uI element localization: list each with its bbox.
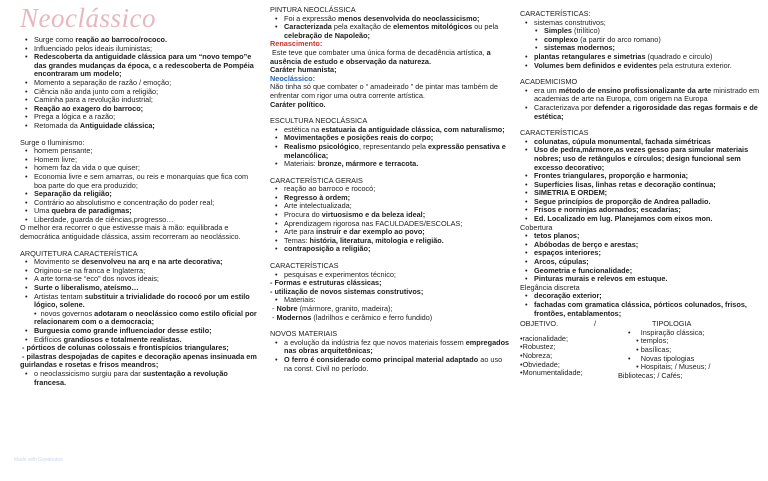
- list-item: • Regresso à ordem;: [284, 194, 510, 203]
- list-item: • Prega a lógica e a razão;: [34, 113, 260, 122]
- list-item: • Caracterizava por defender a rigorosidade das regas formais e de estética;: [534, 104, 762, 121]
- caracteristicas-list: [270, 271, 510, 280]
- novos-materiais-list: [270, 339, 510, 373]
- list-item: • Liberdade, guarda de ciências,progresso…: [34, 216, 260, 225]
- list-item: • Originou-se na franca e Inglaterra;: [34, 267, 260, 276]
- tipologia-list: [618, 327, 711, 381]
- list-item: • Artistas tentam substituir a trivialidade do rococó por um estilo lógico, solene.: [34, 293, 260, 310]
- list-item: • Arte para instruir e dar exemplo ao povo;: [284, 228, 510, 237]
- list-item: • Frisos e norninjas adornados; escadarias;: [534, 206, 762, 215]
- list-item: • homem pensante;: [34, 147, 260, 156]
- elegancia-heading: Elegância discreta: [520, 282, 580, 292]
- list-item: - Nobre (mármore, granito, madeira);: [270, 304, 393, 313]
- list-item: • Ciência não anda junto com a religião;: [34, 88, 260, 97]
- cobertura-list: [520, 232, 762, 284]
- list-item: • homem faz da vida o que quiser;: [34, 164, 260, 173]
- list-item: • complexo (a partir do arco romano): [544, 36, 762, 45]
- escultura-list: [270, 126, 510, 169]
- list-item: • Frontes triangulares, proporção e harmonia;: [534, 172, 762, 181]
- renascimento-label: Renascimento:: [270, 39, 323, 49]
- list-item: • fachadas com gramatica clássica, pórticos colunados, frisos, frontões, entablamentos;: [534, 301, 762, 318]
- academicismo-list: [520, 87, 762, 121]
- list-item: • contraposição a religião;: [284, 245, 510, 254]
- list-item: - utilização de novos sistemas construtivos;: [270, 286, 424, 296]
- list-item: • sistemas modernos;: [544, 44, 762, 53]
- list-item: • Hospitais; / Museus; /: [628, 362, 711, 372]
- list-item: • Procura do virtuosismo e da beleza ideal;: [284, 211, 510, 220]
- list-item: • espaços interiores;: [534, 249, 762, 258]
- list-item: • Pinturas murais e relevos em estuque.: [534, 275, 762, 284]
- column-2: [270, 6, 510, 373]
- arquitetura-list-2: [20, 327, 260, 344]
- intro-list: [20, 36, 260, 131]
- list-item: • Momento a separação de razão / emoção;: [34, 79, 260, 88]
- list-item: • Ed. Localizado em lug. Planejamos com eixos mon.: [534, 215, 762, 224]
- neoclassico-label: Neoclássico:: [270, 73, 316, 83]
- list-item: • Foi a expressão menos desenvolvida do neoclassicismo;: [284, 15, 510, 24]
- list-item: • Temas: história, literatura, mitologia e religião.: [284, 237, 510, 246]
- caracteristica-gerais-list: [270, 185, 510, 254]
- list-item: • estética na estatuaria da antiguidade clássica, com naturalismo;: [284, 126, 510, 135]
- column-1: [20, 0, 260, 387]
- list-item: • decoração exterior;: [534, 292, 762, 301]
- column-3: [520, 10, 762, 380]
- list-item: • Materiais: bronze, mármore e terracota.: [284, 160, 510, 169]
- caracteristicas-2-heading: CARACTERÍSTICAS: [520, 128, 589, 138]
- page-title: Neoclássico: [20, 3, 156, 33]
- list-item: • Burguesia como grande influenciador desse estilo;: [34, 327, 260, 336]
- list-item: • Uso de pedra,mármore,as vezes gesso para simular materiais nobres; uso de retângulos e círculos; design funcional sem excesso decorativo;: [534, 146, 762, 172]
- neoclassico-text: Não tinha só que combater o “ amadeirado ” de pintar mas também de enfrentar com rigor uma outra corrente artística.: [270, 82, 498, 100]
- renascimento-text: Este teve que combater uma única forma de decadência artística, a ausência de estudo e observação da natureza.: [270, 47, 491, 66]
- list-item: • Surte o liberalismo, ateísmo…: [34, 284, 260, 293]
- list-item: • Reação ao exagero do barroco;: [34, 105, 260, 114]
- elegancia-list: [520, 292, 762, 318]
- objetivo-tipologia-body: [520, 327, 762, 381]
- iluminismo-text: O melhor era recorrer o que estivesse mais à mão: equilibrada e democrática antiguidade clássica, assim recorreram ao neoclássico.: [20, 223, 241, 242]
- list-item: • tetos planos;: [534, 232, 762, 241]
- list-item: • Novas tipologias: [628, 353, 695, 363]
- arquitetura-list: [20, 258, 260, 310]
- caracteristicas-2-list: [520, 138, 762, 224]
- list-item: • A arte torna-se “eco” dos novos ideais;: [34, 275, 260, 284]
- list-item: - pórticos de colunas colossais e frontispícios triangulares;: [20, 343, 229, 353]
- list-item: • Simples (trilítico): [544, 27, 762, 36]
- caracteristicas-heading: CARACTERÍSTICAS:: [520, 9, 591, 18]
- novos-materiais-heading: NOVOS MATERIAIS: [270, 329, 338, 339]
- list-item: • Superfícies lisas, linhas retas e decoração contínua;: [534, 181, 762, 190]
- list-item: • plantas retangulares e simetrias (quadrado e circulo): [534, 53, 762, 62]
- list-item: •Monumentalidade;: [520, 368, 583, 378]
- list-item: • Influenciado pelos ideais iluministas;: [34, 45, 260, 54]
- list-item: • Realismo psicológico, representando pela expressão pensativa e melancólica;: [284, 143, 510, 160]
- arquitetura-list-3: [20, 370, 260, 387]
- list-item: •Obviedade;: [520, 359, 560, 369]
- arquitetura-list-cont: [20, 310, 260, 327]
- list-item: • Segue princípios de proporção de Andrea palladio.: [534, 198, 762, 207]
- list-item: •Robustez;: [520, 342, 556, 352]
- list-item: •racionalidade;: [520, 333, 568, 343]
- list-item: • Homem livre;: [34, 156, 260, 165]
- tipologia-label: TIPOLOGIA: [652, 319, 692, 329]
- iluminismo-list: [20, 147, 260, 224]
- slash: /: [594, 319, 597, 329]
- list-item: • o neoclassicismo surgiu para dar sustentação a revolução francesa.: [34, 370, 260, 387]
- list-item: • Movimentações e posições reais do corpo;: [284, 134, 510, 143]
- list-item: • Arcos, cúpulas;: [534, 258, 762, 267]
- escultura-heading: ESCULTURA NEOCLÁSSICA: [270, 116, 368, 126]
- list-item: - Formas e estruturas clássicas;: [270, 278, 382, 288]
- list-item: • O ferro é considerado como principal material adaptado ao uso na const. Civil no período.: [284, 356, 510, 373]
- list-item: • Arte intelectualizada;: [284, 202, 510, 211]
- neoclassico-bold: Caráter político.: [270, 99, 326, 109]
- list-item: • Redescoberta da antiguidade clássica para um “novo tempo”e das grandes mudanças da época, c a redescoberta de Pompéia encontraram um modelo;: [34, 53, 260, 79]
- caracteristica-gerais-heading: CARACTERÍSTICA GERAIS: [270, 175, 363, 185]
- list-item: • Contrário ao absolutismo e concentração do poder real;: [34, 199, 260, 208]
- list-item: • Geometria e funcionalidade;: [534, 267, 762, 276]
- watermark: Made with Goodnotes: [14, 457, 63, 463]
- list-item: • Aprendizagem rigorosa nas FACULDADES/ESCOLAS;: [284, 220, 510, 229]
- list-item: • Uma quebra de paradigmas;: [34, 207, 260, 216]
- pintura-heading: PINTURA NEOCLÁSSICA: [270, 5, 356, 14]
- academicismo-heading: ACADEMICISMO: [520, 77, 578, 87]
- list-item: • basílicas;: [628, 344, 672, 354]
- objetivo-label: OBJETIVO.: [520, 319, 559, 329]
- list-item: - pilastras despojadas de capites e decoração apenas insinuada em guirlandas e rosetas e frisos meandros;: [20, 351, 257, 370]
- list-item: •Nobreza;: [520, 350, 553, 360]
- list-item: • pesquisas e experimentos técnico;: [284, 271, 510, 280]
- plantas-list: [520, 53, 762, 70]
- cobertura-heading: Cobertura: [520, 222, 553, 232]
- list-item: • Economia livre e sem amarras, ou reis e monarquias que fica com boa parte do que era produzido;: [34, 173, 260, 190]
- arquitetura-heading: ARQUITETURA CARACTERÍSTICA: [20, 248, 138, 258]
- pintura-list: [270, 15, 510, 41]
- list-item: • templos;: [628, 336, 669, 346]
- list-item: Bibliotecas; / Cafés;: [618, 370, 683, 380]
- list-item: • Surge como reação ao barroco/rococo.: [34, 36, 260, 45]
- list-item: - Modernos (ladrilhos e cerâmico e ferro fundido): [270, 312, 433, 322]
- list-item: • Separação da religião;: [34, 190, 260, 199]
- list-item: • era um método de ensino profissionalizante da arte ministrado em academias de arte na Europa, com origem na Europa: [534, 87, 762, 104]
- list-item: • Caminha para a revolução industrial;: [34, 96, 260, 105]
- list-item: • Inspiração clássica;: [628, 327, 705, 337]
- list-item: • Abóbodas de berço e arestas;: [534, 241, 762, 250]
- caracteristicas-heading: CARACTERÍSTICAS: [270, 261, 339, 271]
- list-item: • Volumes bem definidos e evidentes pela estrutura exterior.: [534, 62, 762, 71]
- list-item: • Caracterizada pela exaltação de elementos mitológicos ou pela celebração de Napoleão;: [284, 23, 510, 40]
- renascimento-bold: Caráter humanista;: [270, 65, 337, 75]
- list-item: • Materiais:: [284, 296, 510, 305]
- list-item: • Movimento se desenvolveu na arq e na arte decorativa;: [34, 258, 260, 267]
- list-item: • reação ao barroco e rococó;: [284, 185, 510, 194]
- objetivo-list: [520, 335, 628, 381]
- list-item: • colunatas, cúpula monumental, fachada simétricas: [534, 138, 762, 147]
- list-item: • Edifícios grandiosos e totalmente realistas.: [34, 336, 260, 345]
- list-item: • sistemas construtivos;: [534, 19, 762, 28]
- materiais-list: [270, 296, 510, 305]
- sistemas-sublist: [520, 27, 762, 53]
- list-item: • a evolução da indústria fez que novos materiais fossem empregados nas obras arquitetônicas;: [284, 339, 510, 356]
- list-item: • novos governos adotaram o neoclássico como estilo oficial por relacionarem com o a democracia;: [34, 308, 257, 327]
- iluminismo-heading: Surge o Iluminismo:: [20, 137, 85, 147]
- list-item: • SIMETRIA E ORDEM;: [534, 189, 762, 198]
- list-item: • Retomada da Antiguidade clássica;: [34, 122, 260, 131]
